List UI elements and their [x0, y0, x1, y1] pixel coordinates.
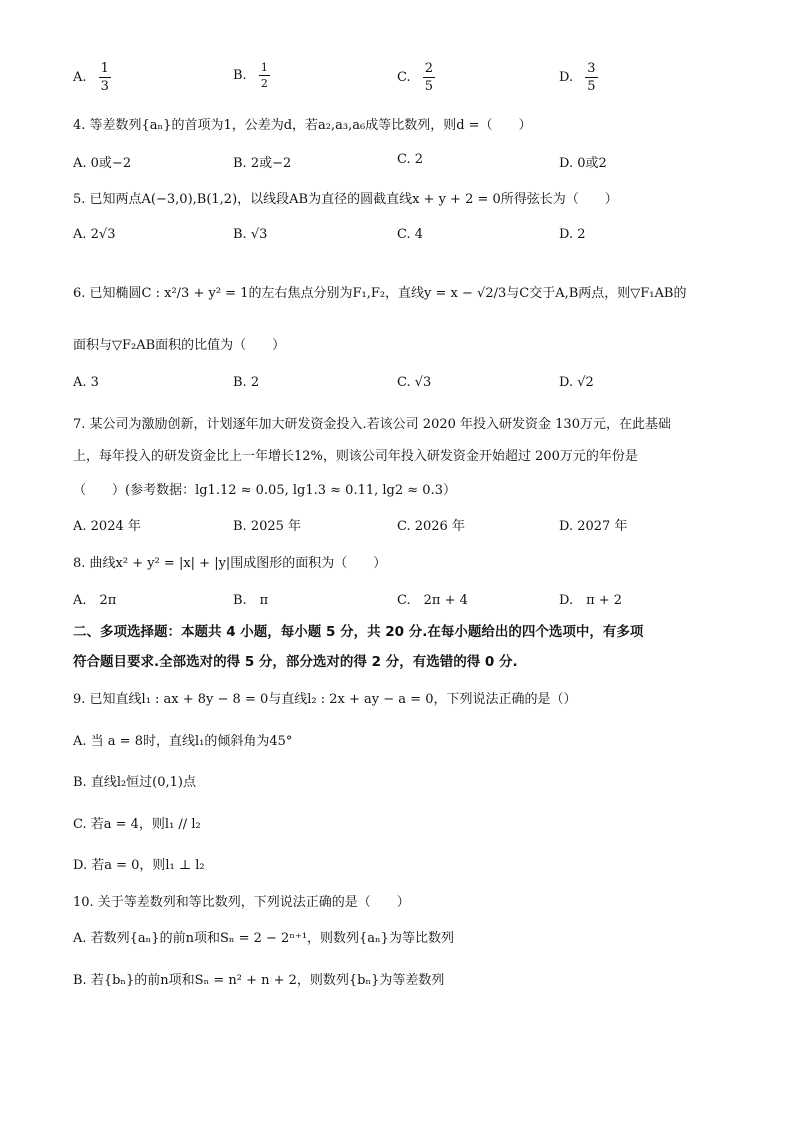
q10-option-a: A. 若数列{aₙ}的前n项和Sₙ = 2 − 2ⁿ⁺¹，则数列{aₙ}为等比数列: [73, 931, 454, 946]
fraction: $\frac{1}{3}$: [100, 61, 109, 94]
q7-option-b: B. 2025 年: [233, 519, 302, 534]
q7-options: [73, 515, 733, 555]
q8-option-d: D. π + 2: [559, 593, 623, 608]
q8-stem: 8. 曲线x² + y² = |x| + |y|围成图形的面积为（ ）: [73, 556, 387, 571]
q6-option-b: B. 2: [233, 375, 260, 390]
option-label: D.: [559, 70, 574, 85]
q8-option-a: A. 2π: [73, 593, 117, 608]
q6-option-d: D. √2: [559, 375, 594, 390]
q4-option-c: C. 2: [397, 152, 424, 167]
q6-option-a: A. 3: [73, 375, 99, 390]
q7-option-a: A. 2024 年: [73, 519, 141, 534]
q10-option-b: B. 若{bₙ}的前n项和Sₙ = n² + n + 2，则数列{bₙ}为等差数列: [73, 973, 445, 988]
q9-option-d: D. 若a = 0，则l₁ ⊥ l₂: [73, 858, 205, 873]
q4-option-d: D. 0或2: [559, 156, 607, 171]
q10-stem: 10. 关于等差数列和等比数列，下列说法正确的是（ ）: [73, 895, 410, 910]
option-label: B.: [233, 68, 247, 83]
q4-options: [73, 152, 733, 192]
q5-option-a: A. 2√3: [73, 227, 116, 242]
q6-options: [73, 375, 733, 415]
q7-option-c: C. 2026 年: [397, 519, 465, 534]
q9-option-c: C. 若a = 4，则l₁ // l₂: [73, 817, 201, 832]
q5-option-c: C. 4: [397, 227, 424, 242]
q3-option-c: [397, 62, 435, 93]
q4-option-a: A. 0或−2: [73, 156, 132, 171]
option-label: C.: [397, 70, 411, 85]
q6-stem-line1: 6. 已知椭圆C : x²/3 + y² = 1的左右焦点分别为F₁,F₂，直线y = x − √2/3与C交于A,B两点，则▽F₁AB的: [73, 286, 687, 301]
q3-option-b: [233, 62, 270, 89]
fraction: $\frac{3}{5}$: [587, 61, 596, 94]
section2-heading-line1: 二、多项选择题：本题共 4 小题，每小题 5 分，共 20 分.在每小题给出的四个选项中，有多项: [73, 624, 644, 640]
q3-option-d: [559, 62, 598, 93]
fraction: $\frac{1}{2}$: [260, 61, 268, 90]
q9-option-b: B. 直线l₂恒过(0,1)点: [73, 775, 197, 790]
q7-line2: 上，每年投入的研发资金比上一年增长12%，则该公司年投入研发资金开始超过 200万元的年份是: [73, 449, 638, 464]
q7-line3: （ ）(参考数据：lg1.12 ≈ 0.05, lg1.3 ≈ 0.11, lg2 ≈ 0.3）: [73, 483, 456, 498]
q3-option-a: [73, 62, 111, 93]
q4-stem: 4. 等差数列{aₙ}的首项为1，公差为d，若a₂,a₃,a₆成等比数列，则d =（ ）: [73, 118, 532, 133]
q9-option-a: A. 当 a = 8时，直线l₁的倾斜角为45°: [73, 734, 293, 749]
section2-heading-line2: 符合题目要求.全部选对的得 5 分，部分选对的得 2 分，有选错的得 0 分.: [73, 654, 518, 670]
q6-option-c: C. √3: [397, 375, 432, 390]
option-label: A.: [73, 70, 87, 85]
q7-line1: 7. 某公司为激励创新，计划逐年加大研发资金投入.若该公司 2020 年投入研发资金 130万元，在此基础: [73, 417, 671, 432]
q5-option-b: B. √3: [233, 227, 268, 242]
q5-option-d: D. 2: [559, 227, 586, 242]
q9-stem: 9. 已知直线l₁ : ax + 8y − 8 = 0与直线l₂ : 2x + ay − a = 0，下列说法正确的是（）: [73, 692, 577, 707]
fraction: $\frac{2}{5}$: [424, 61, 434, 94]
q3-options: [73, 62, 733, 102]
q4-option-b: B. 2或−2: [233, 156, 292, 171]
q6-stem-line2: 面积与▽F₂AB面积的比值为（ ）: [73, 338, 286, 353]
q8-option-b: B. π: [233, 593, 269, 608]
q8-option-c: C. 2π + 4: [397, 593, 468, 608]
q5-stem: 5. 已知两点A(−3,0),B(1,2)，以线段AB为直径的圆截直线x + y + 2 = 0所得弦长为（ ）: [73, 192, 618, 207]
q7-option-d: D. 2027 年: [559, 519, 628, 534]
q5-options: [73, 227, 733, 267]
